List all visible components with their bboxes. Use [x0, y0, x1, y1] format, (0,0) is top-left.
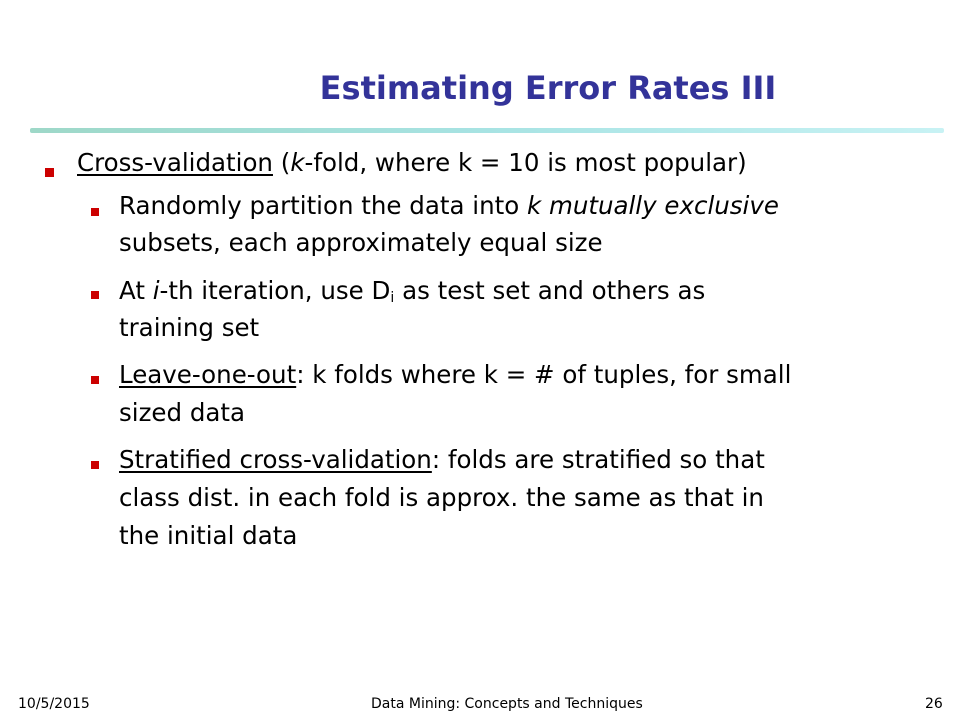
- bullet-marker: [45, 168, 54, 177]
- term-leave-one-out: Leave-one-out: [119, 360, 297, 389]
- sub-bullet-4-line-1: Stratified cross-validation: folds are stratified so that: [119, 445, 765, 474]
- term-cross-validation: Cross-validation: [77, 148, 273, 177]
- sub-bullet-2-line-2: training set: [119, 313, 260, 342]
- sub-bullet-4-line-3: the initial data: [119, 521, 298, 550]
- sub-bullet-marker: [91, 208, 99, 216]
- main-bullet-text: Cross-validation (k-fold, where k = 10 is most popular): [77, 148, 747, 177]
- footer-title: Data Mining: Concepts and Techniques: [371, 696, 643, 712]
- sub-bullet-marker: [91, 291, 99, 299]
- sub-bullet-3-line-2: sized data: [119, 398, 246, 427]
- term-stratified-cross-validation: Stratified cross-validation: [119, 445, 432, 474]
- sub-bullet-3-line-1: Leave-one-out: k folds where k = # of tuples, for small: [119, 360, 792, 389]
- slide-title: Estimating Error Rates III: [319, 69, 777, 107]
- sub-bullet-1-line-1: Randomly partition the data into k mutually exclusive: [119, 191, 779, 220]
- sub-bullet-2-line-1: At i-th iteration, use $D_i$ as test set and others as: [119, 276, 706, 306]
- sub-bullet-marker: [91, 461, 99, 469]
- footer-page-number: 26: [925, 696, 943, 712]
- footer-date: 10/5/2015: [18, 696, 90, 712]
- sub-bullet-4-line-2: class dist. in each fold is approx. the same as that in: [119, 483, 764, 512]
- sub-bullet-marker: [91, 376, 99, 384]
- sub-bullet-1-line-2: subsets, each approximately equal size: [119, 228, 603, 257]
- title-divider: [30, 128, 944, 133]
